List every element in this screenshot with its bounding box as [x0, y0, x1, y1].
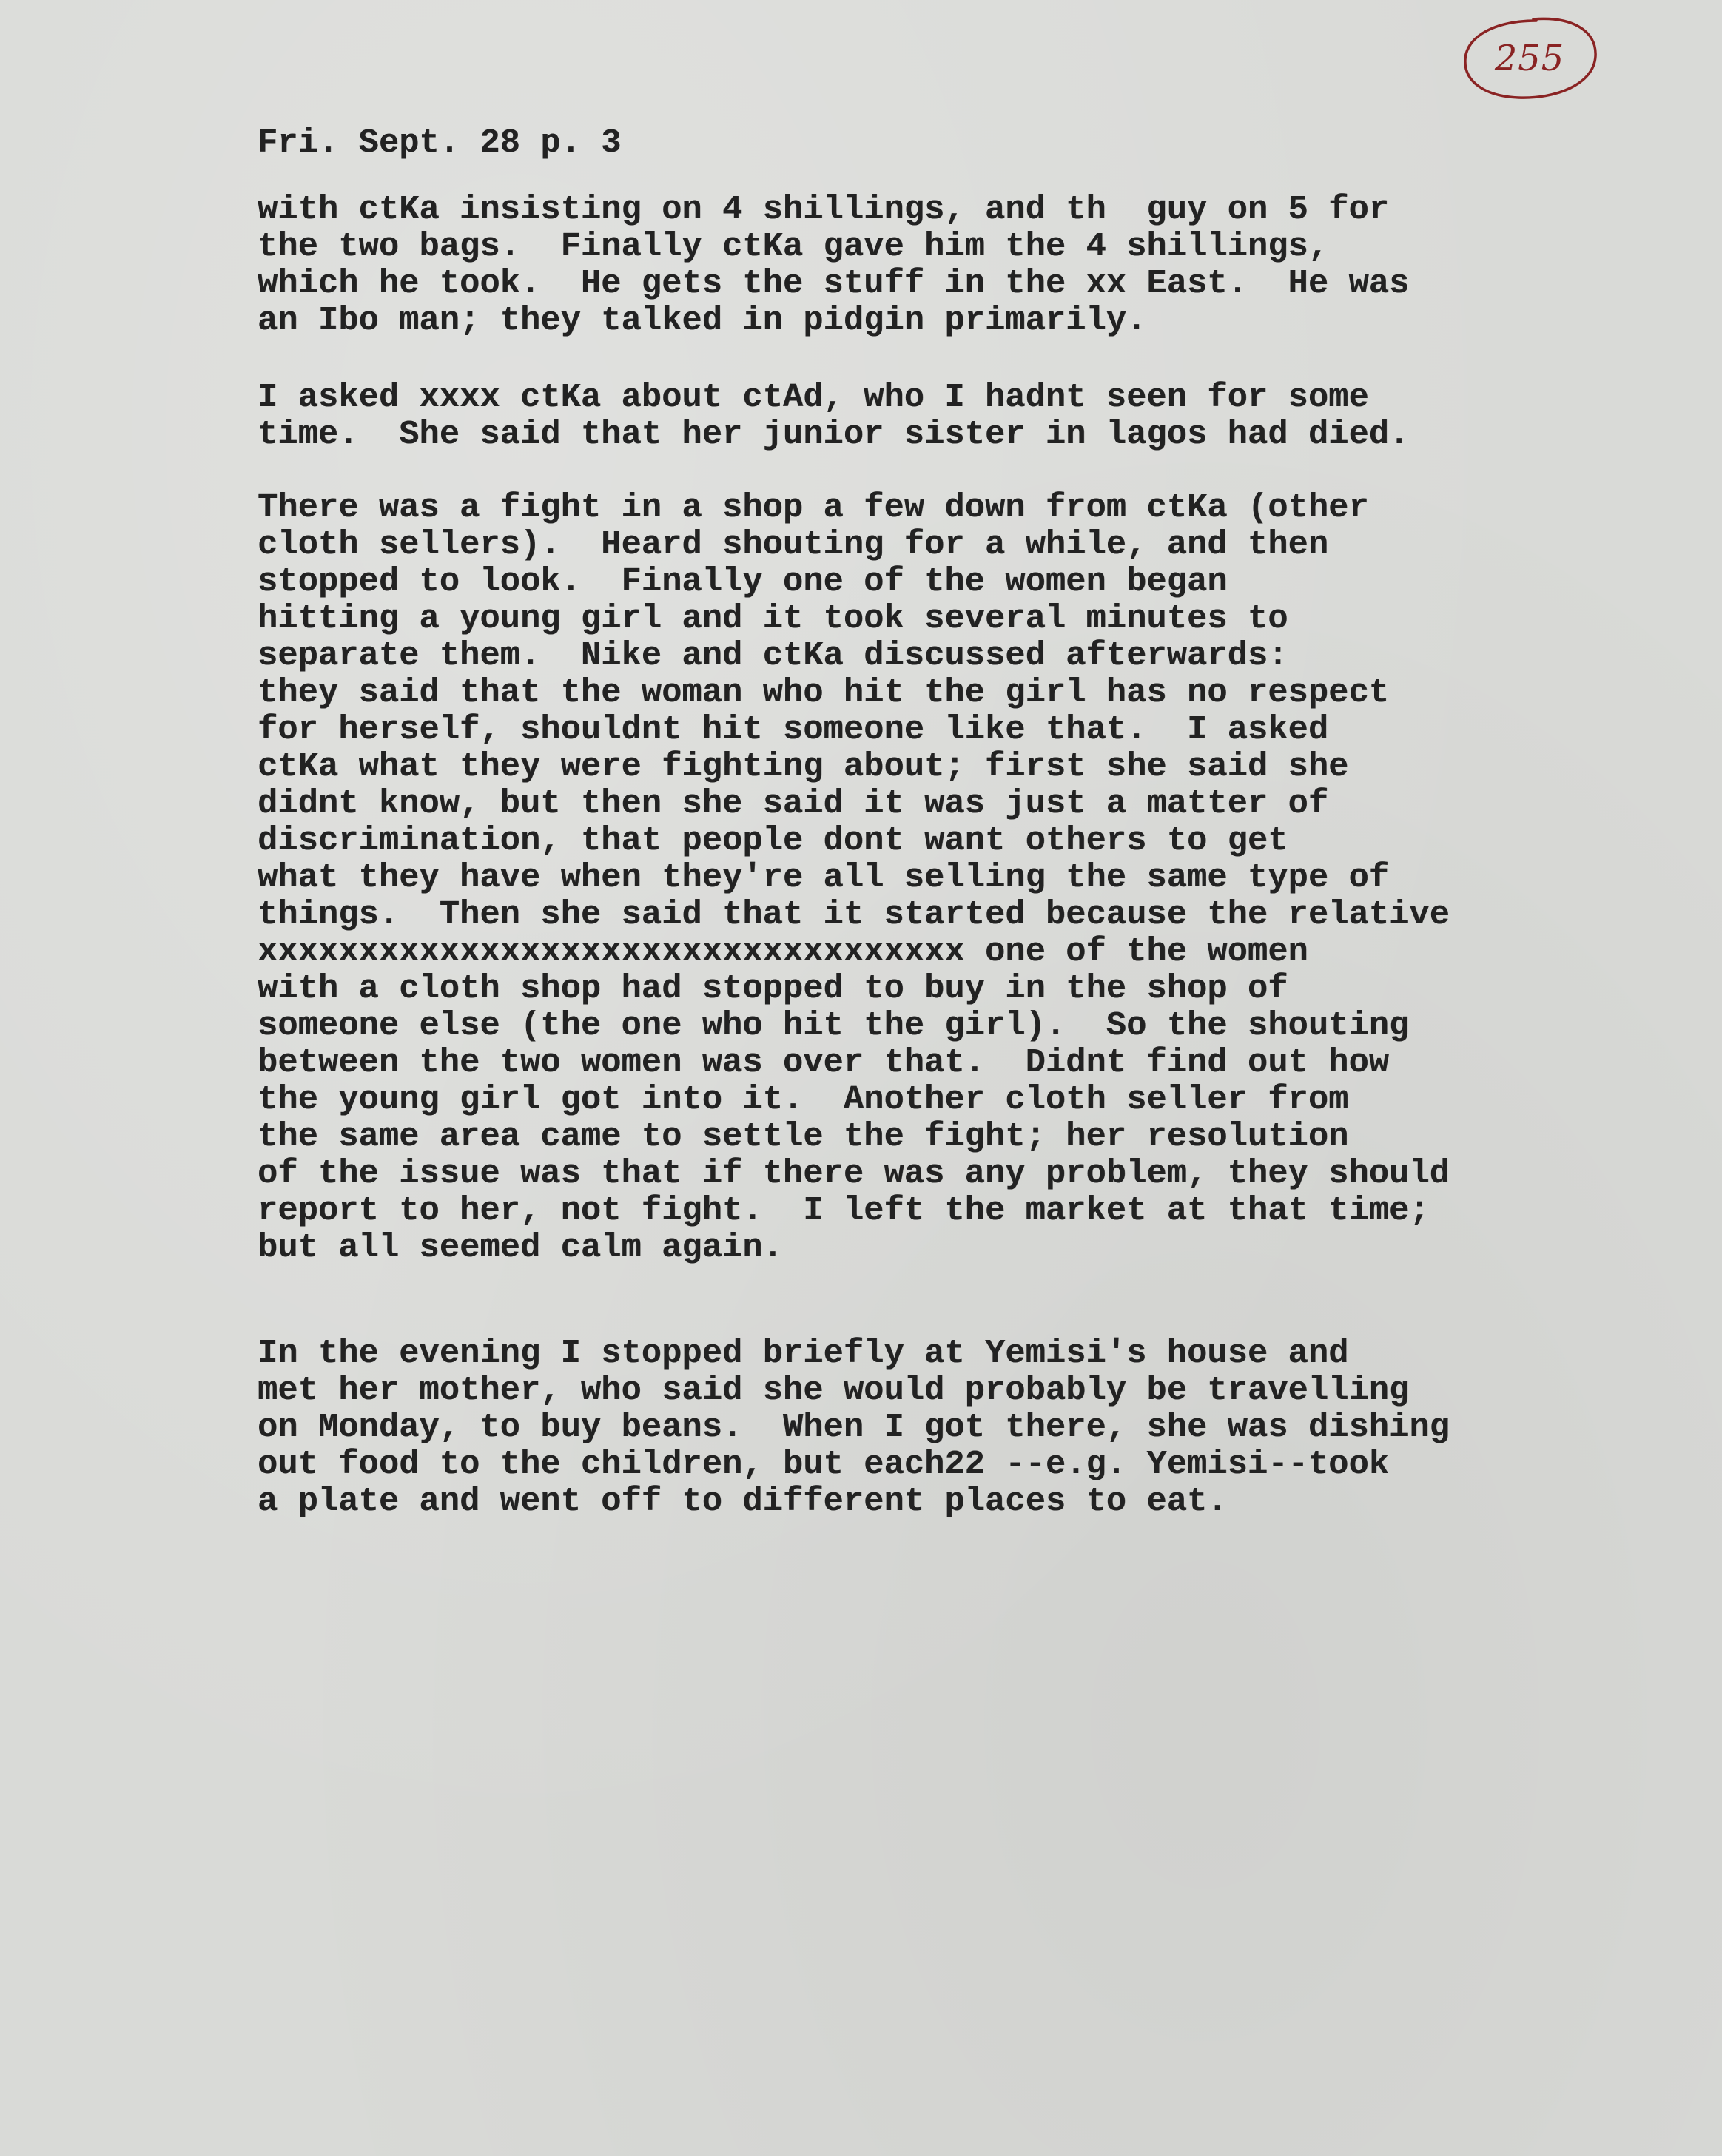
text-line: for herself, shouldnt hit someone like that. I asked — [258, 710, 1329, 749]
text-line: hitting a young girl and it took several minutes to — [258, 599, 1288, 638]
text-line: on Monday, to buy beans. When I got there, she was dishing — [258, 1408, 1450, 1446]
text-line: a plate and went off to different places to eat. — [258, 1482, 1228, 1520]
text-line: There was a fight in a shop a few down from ctKa (other — [258, 488, 1369, 527]
text-line: time. She said that her junior sister in lagos had died. — [258, 415, 1410, 454]
text-line: met her mother, who said she would probably be travelling — [258, 1371, 1410, 1409]
text-line: the young girl got into it. Another cloth seller from — [258, 1080, 1349, 1119]
text-line: the same area came to settle the fight; her resolution — [258, 1117, 1349, 1156]
text-line: with ctKa insisting on 4 shillings, and th guy on 5 for — [258, 190, 1390, 229]
text-line: someone else (the one who hit the girl). So the shouting — [258, 1006, 1410, 1045]
text-line: didnt know, but then she said it was just a matter of — [258, 784, 1329, 823]
text-line: with a cloth shop had stopped to buy in the shop of — [258, 969, 1288, 1008]
text-line: xxxxxxxxxxxxxxxxxxxxxxxxxxxxxxxxxxx one of the women — [258, 932, 1308, 971]
page-header: Fri. Sept. 28 p. 3 — [258, 124, 622, 162]
text-line: which he took. He gets the stuff in the xx East. He was — [258, 264, 1410, 303]
page-number-annotation — [1459, 13, 1600, 104]
page-number: 255 — [1494, 38, 1565, 79]
paragraph — [258, 379, 1409, 453]
text-line: I asked xxxx ctKa about ctAd, who I hadnt seen for some — [258, 378, 1369, 417]
text-line: separate them. Nike and ctKa discussed afterwards: — [258, 636, 1288, 675]
text-line: an Ibo man; they talked in pidgin primarily. — [258, 301, 1147, 340]
text-line: things. Then she said that it started because the relative — [258, 895, 1450, 934]
text-line: out food to the children, but each22 --e.g. Yemisi--took — [258, 1445, 1390, 1483]
text-line: what they have when they're all selling the same type of — [258, 858, 1390, 897]
text-line: of the issue was that if there was any problem, they should — [258, 1154, 1450, 1193]
text-line: but all seemed calm again. — [258, 1228, 783, 1267]
text-line: ctKa what they were fighting about; first she said she — [258, 747, 1349, 786]
paragraph — [258, 489, 1450, 1266]
text-line: In the evening I stopped briefly at Yemisi's house and — [258, 1334, 1349, 1372]
text-line: the two bags. Finally ctKa gave him the 4 shillings, — [258, 227, 1329, 266]
text-line: report to her, not fight. I left the market at that time; — [258, 1191, 1430, 1230]
paragraph — [258, 191, 1409, 339]
text-line: they said that the woman who hit the girl has no respect — [258, 673, 1390, 712]
text-line: cloth sellers). Heard shouting for a while, and then — [258, 525, 1329, 564]
text-line: discrimination, that people dont want others to get — [258, 821, 1288, 860]
text-line: stopped to look. Finally one of the women began — [258, 562, 1228, 601]
paragraph — [258, 1335, 1450, 1520]
text-line: between the two women was over that. Didnt find out how — [258, 1043, 1390, 1082]
